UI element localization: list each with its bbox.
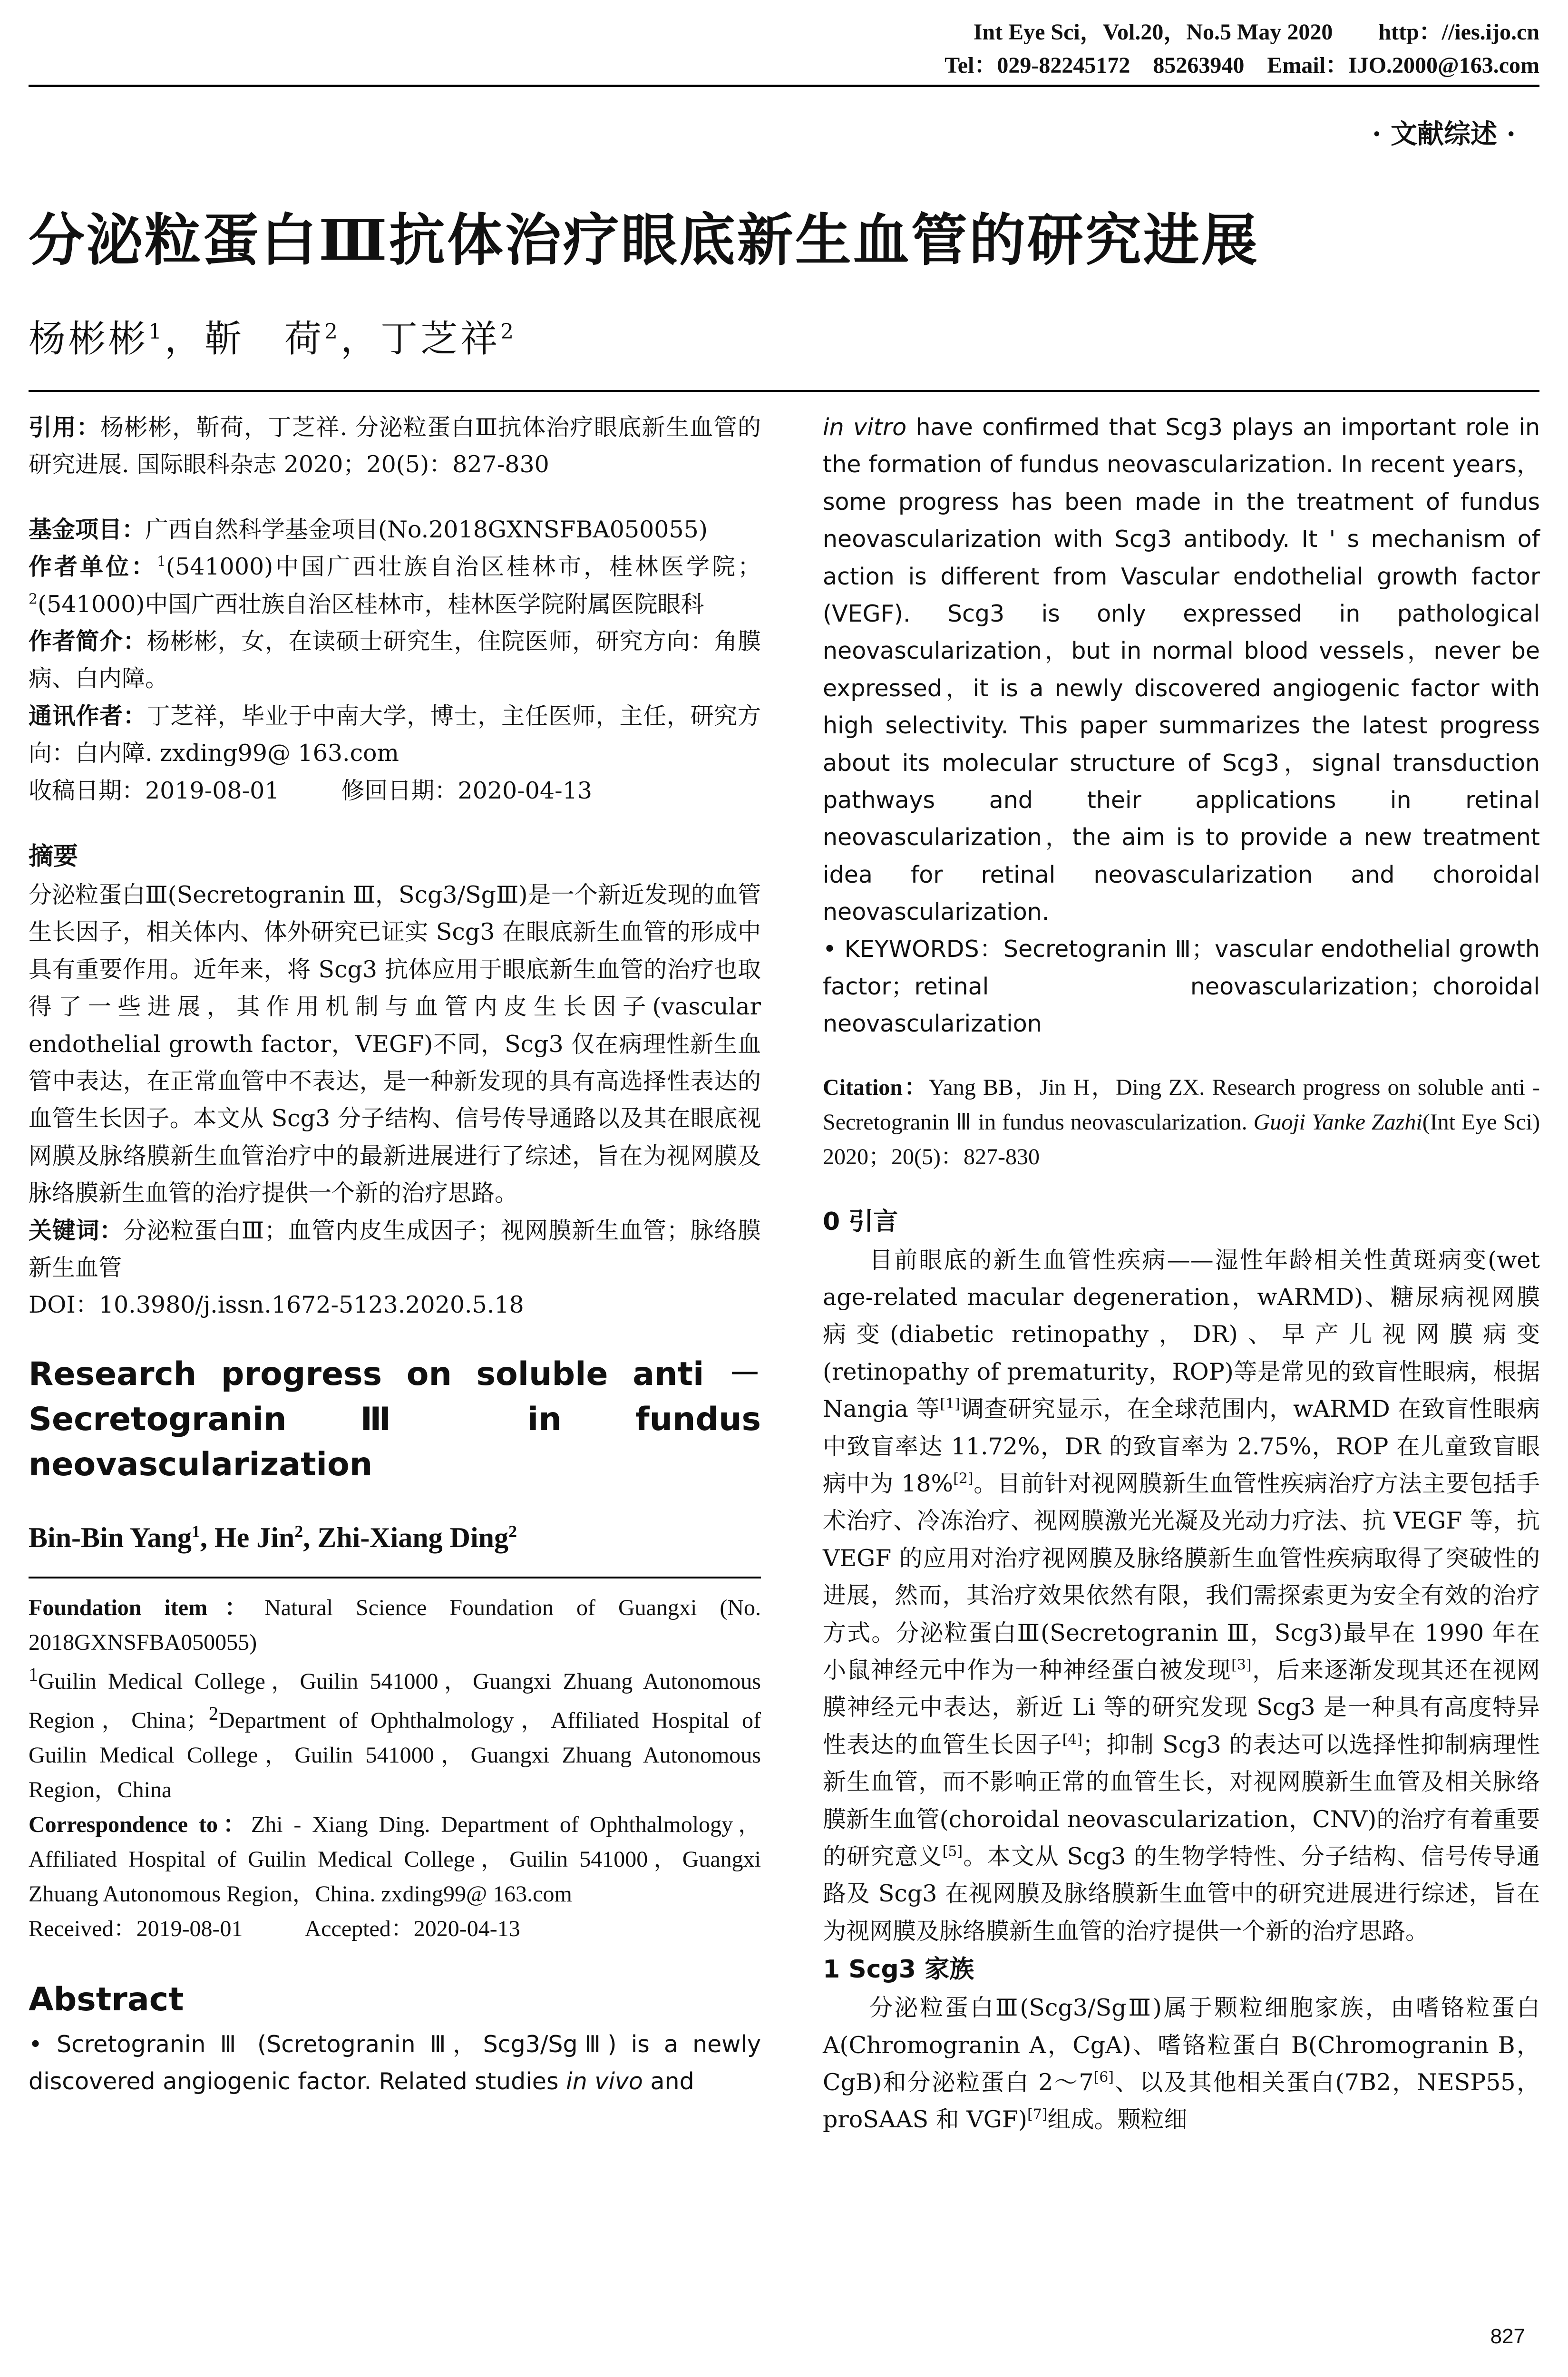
abstract-en-continued: in vitro have confirmed that Scg3 plays an important role in the formation of fundus neovascularization. In recent years，some progress has been made in the treatment of fundus neovascularization with Scg3 antibody. It ' s mechanism of action is different from Vascular endothelial growth factor (VEGF). Scg3 is only expressed in pathological neovascularization，but in normal blood vessels，never be expressed，it is a newly discovered angiogenic factor with high selectivity. This paper summarizes the latest progress about its molecular structure of Scg3，signal transduction pathways and their applications in retinal neovascularization，the aim is to provide a new treatment idea for retinal neovascularization and choroidal neovascularization. (823, 414, 1540, 926)
author-name: 杨彬彬 (29, 318, 149, 360)
authors-rule (29, 390, 1539, 392)
reference-mark[interactable]: [5] (942, 1843, 963, 1860)
abstract-en-start: • Scretogranin Ⅲ (Scretogranin Ⅲ，Scg3/SgⅢ) is a newly discovered angiogenic factor. Related studies in vivo and (29, 2030, 761, 2095)
author-affil-mark: 1 (148, 320, 165, 344)
corresponding-author: 通讯作者：丁芝祥，毕业于中南大学，博士，主任医师，主任，研究方向：白内障. zxding99@ 163.com (29, 702, 761, 767)
author-unit: 作者单位：$^1$(541000)中国广西壮族自治区桂林市，桂林医学院；$^2$(541000)中国广西壮族自治区桂林市，桂林医学院附属医院眼科 (29, 553, 761, 618)
correspondence-en: Correspondence to：Zhi - Xiang Ding. Department of Ophthalmology，Affiliated Hospital of Guilin Medical College，Guilin 541000，Guangxi Zhuang Autonomous Region，China. zxding99@ 163.com (29, 1812, 761, 1907)
english-authors-rule (29, 1577, 761, 1578)
citation-en: Citation：Yang BB，Jin H，Ding ZX. Research progress on soluble anti - Secretogranin Ⅲ in fundus neovascularization. Guoji Yanke Zazhi(Int Eye Sci) 2020；20(5)：827-830 (823, 1074, 1540, 1169)
reference-mark[interactable]: [2] (953, 1470, 974, 1487)
section-1-paragraph: 分泌粒蛋白Ⅲ(Scg3/SgⅢ)属于颗粒细胞家族，由嗜铬粒蛋白 A(Chromogranin A，CgA)、嗜铬粒蛋白 B(Chromogranin B，CgB)和分泌粒蛋白 2～7[6]、以及其他相关蛋白(7B2，NESP55，proSAAS 和 VGF)[7]组成。颗粒细 (823, 1994, 1540, 2133)
author-name: 丁芝祥 (380, 318, 501, 360)
abstract-cn: 分泌粒蛋白Ⅲ(Secretogranin Ⅲ，Scg3/SgⅢ)是一个新近发现的血管生长因子，相关体内、体外研究已证实 Scg3 在眼底新生血管的形成中具有重要作用。近年来，将 Scg3 抗体应用于眼底新生血管的治疗也取得了一些进展，其作用机制与血管内皮生长因子(vascular endothelial growth factor，VEGF)不同，Scg3 仅在病理性新生血管中表达，在正常血管中不表达，是一种新发现的具有高选择性表达的血管生长因子。本文从 Scg3 分子结构、信号传导通路以及其在眼底视网膜及脉络膜新生血管治疗中的最新进展进行了综述，旨在为视网膜及脉络膜新生血管的治疗提供一个新的治疗思路。 (29, 881, 761, 1207)
header-rule (29, 85, 1539, 87)
keywords-cn: 关键词：分泌粒蛋白Ⅲ；血管内皮生成因子；视网膜新生血管；脉络膜新生血管 (29, 1217, 761, 1281)
right-column (823, 409, 1540, 2139)
abstract-heading-cn: 摘要 (29, 842, 78, 871)
section-0-heading: 0 引言 (823, 1207, 898, 1236)
section-0-paragraph: 目前眼底的新生血管性疾病——湿性年龄相关性黄斑病变(wet age-related macular degeneration，wARMD)、糖尿病视网膜病变(diabetic retinopathy，DR)、早产儿视网膜病变(retinopathy of prematurity，ROP)等是常见的致盲性眼病，根据 Nangia 等[1]调查研究显示，在全球范围内，wARMD 在致盲性眼病中致盲率达 11.72%，DR 的致盲率为 2.75%，ROP 在儿童致盲眼病中为 18%[2]。目前针对视网膜新生血管性疾病治疗方法主要包括手术治疗、冷冻治疗、视网膜激光光凝及光动力疗法、抗 VEGF 等，抗 VEGF 的应用对治疗视网膜及脉络膜新生血管性疾病取得了突破性的进展，然而，其治疗效果依然有限，我们需探索更为安全有效的治疗方式。分泌粒蛋白Ⅲ(Secretogranin Ⅲ，Scg3)最早在 1990 年在小鼠神经元中作为一种神经蛋白被发现[3]，后来逐渐发现其还在视网膜神经元中表达，新近 Li 等的研究发现 Scg3 是一种具有高度特异性表达的血管生长因子[4]；抑制 Scg3 的表达可以选择性抑制病理性新生血管，而不影响正常的血管生长，对视网膜新生血管及相关脉络膜新生血管(choroidal neovascularization，CNV)的治疗有着重要的研究意义[5]。本文从 Scg3 的生物学特性、分子结构、信号传导通路及 Scg3 在视网膜及脉络膜新生血管中的研究进展进行综述，旨在为视网膜及脉络膜新生血管的治疗提供一个新的治疗思路。 (823, 1246, 1540, 1945)
reference-mark[interactable]: [3] (1231, 1656, 1252, 1674)
citation-cn: 引用：杨彬彬，靳荷，丁芝祥. 分泌粒蛋白Ⅲ抗体治疗眼底新生血管的研究进展. 国际眼科杂志 2020；20(5)：827-830 (29, 414, 761, 478)
author-name: 靳 荷 (205, 318, 325, 360)
dates-en: Received：2019-08-01 Accepted：2020-04-13 (29, 1916, 520, 1941)
reference-mark[interactable]: [1] (940, 1395, 960, 1413)
author-affil-mark: 2 (500, 320, 517, 344)
dates-cn: 收稿日期：2019-08-01 修回日期：2020-04-13 (29, 777, 593, 804)
reference-mark[interactable]: [6] (1093, 2069, 1114, 2086)
fund-info: 基金项目：广西自然科学基金项目(No.2018GXNSFBA050055) (29, 516, 708, 543)
page-number: 827 (1490, 2325, 1525, 2348)
author-affil-mark: 2 (324, 320, 341, 344)
author-intro: 作者简介：杨彬彬，女，在读硕士研究生，住院医师，研究方向：角膜病、白内障。 (29, 627, 761, 692)
author-list: 杨彬彬$^1$，靳 荷$^2$，丁芝祥$^2$ (29, 318, 517, 360)
affiliations-en: $^1$Guilin Medical College，Guilin 541000，Guangxi Zhuang Autonomous Region，China；$^2$Department of Ophthalmology，Affiliated Hospital of Guilin Medical College，Guilin 541000，Guangxi Zhuang Autonomous Region，China (29, 1664, 761, 1803)
left-column (29, 409, 761, 2100)
section-label: · 文献综述 · (1372, 118, 1516, 150)
reference-mark[interactable]: [7] (1027, 2106, 1048, 2124)
english-authors: Bin-Bin Yang$^1$, He Jin$^2$, Zhi-Xiang Ding$^2$ (29, 1522, 517, 1554)
abstract-heading-en: Abstract (29, 1980, 184, 2018)
reference-mark[interactable]: [4] (1062, 1731, 1083, 1748)
journal-header-line1: Int Eye Sci，Vol.20，No.5 May 2020 http：//ies.ijo.cn (973, 19, 1539, 45)
doi: DOI：10.3980/j.issn.1672-5123.2020.5.18 (29, 1291, 524, 1319)
article-title: 分泌粒蛋白Ⅲ抗体治疗眼底新生血管的研究进展 (29, 207, 1259, 273)
keywords-en: • KEYWORDS：Secretogranin Ⅲ；vascular endothelial growth factor；retinal neovascularization；choroidal neovascularization (823, 935, 1540, 1038)
english-title: Research progress on soluble anti － Secretogranin Ⅲ in fundus neovascularization (29, 1355, 761, 1484)
journal-header-line2: Tel：029-82245172 85263940 Email：IJO.2000@163.com (945, 53, 1539, 78)
foundation-item-en: Foundation item：Natural Science Foundation of Guangxi (No. 2018GXNSFBA050055) (29, 1595, 761, 1656)
section-1-heading: 1 Scg3 家族 (823, 1955, 974, 1984)
